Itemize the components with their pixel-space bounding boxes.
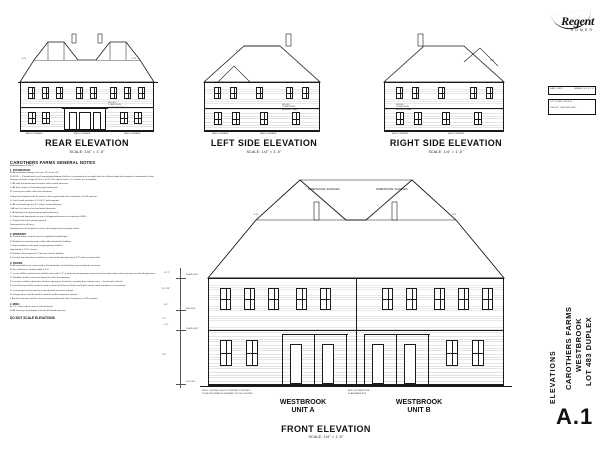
front-dim-5: 1'-1": [162, 318, 167, 320]
note-item: A. Window frames and the trim on completed standard light.: [10, 236, 68, 239]
callout-wood-right-1: WOOD /: [396, 104, 405, 106]
elevation-right: WOOD / COMPOSITE SIDING 8" MAX BRICK VENEER BRICK VENEER 6:12: [378, 22, 513, 134]
chimney-tag-1: DIMENSIONAL SHINGLES: [308, 188, 340, 191]
notes-section-heading: 4. MISC.: [10, 302, 21, 306]
elevation-rear: WOOD / COMPOSITE SIDING 8" MAX BRICK VENEER BRICK VENEER BRICK VENEER 8:12 8:12: [12, 20, 162, 135]
note-item: D. All field, verify to all sheathing panel aluminum.: [10, 187, 59, 190]
note-item: A. 2'-0" vents to be on top on side of boards.: [10, 305, 54, 308]
note-item: B. Windows in masonry center walls shall include brick buildup.: [10, 240, 72, 243]
front-dim-3: 1'-0": [164, 324, 169, 326]
notes-section-heading: 3. DOORS: [10, 261, 23, 265]
notes-footer: DO NOT SCALE ELEVATIONS: [10, 315, 55, 320]
note-item: D. Window sills on ground 1" from face of brick building.: [10, 252, 65, 255]
right-roof: [378, 22, 518, 90]
project-line-2: WESTBROOK: [574, 317, 583, 372]
note-item: A. All foundation footings to be min. 16" & min. 20".: [10, 172, 60, 175]
front-note-right-2: PLAN BRACKETS: [348, 392, 367, 395]
note-item: H. All roof overhangs any 12" unless noted otherwise.: [10, 203, 62, 206]
note-item: B. Fire shall have a framed width of 2'-6".: [10, 269, 50, 272]
callout-wood-1: WOOD /: [108, 102, 117, 104]
front-note-left-1: NOTE: CEILING LIGHTS ON FRONT PORCHES: [202, 390, 250, 392]
rear-elevation-scale: SCALE: 1/4" = 1'-0": [69, 150, 105, 154]
left-elevation-title: LEFT SIDE ELEVATION: [210, 138, 318, 148]
note-item: Downspouts for all tracts.: [10, 224, 35, 227]
callout-wood-left-1: WOOD /: [282, 104, 291, 106]
front-dim-label-3: PLATE HGT.: [186, 328, 199, 330]
notes-section-heading: 1. FOUNDATION: [10, 169, 30, 173]
note-item: J. All flashing to be galvanized or liquid solid work.: [10, 211, 59, 214]
note-item: K. Gutters and downspouts on top of all approved material as required to NDS.: [10, 216, 87, 219]
titleblock-line-4: JOB NO. "DWG 4621-483": [550, 107, 577, 109]
unit-b-line1: WESTBROOK: [395, 399, 443, 406]
sheet-name: ELEVATIONS: [550, 350, 557, 404]
note-item: L. Verify for the left to exterior ground.: [10, 220, 47, 223]
front-elevation-scale: SCALE: 1/4" = 1'-0": [308, 435, 344, 439]
note-item: G. Casing right on front and site to be checked out and in around.: [10, 289, 74, 292]
note-item: C. All soffit pre-dimensional shingles unless noted otherwise.: [10, 183, 69, 186]
logo-subtext: HOMES: [570, 28, 594, 32]
note-item: H. Garage doors shall be wood or metal & shall be painted or stained.: [10, 293, 78, 296]
right-elevation-scale: SCALE: 1/4" = 1'-0": [428, 150, 464, 154]
front-dim-2: 8'-1": [164, 304, 169, 306]
note-item: adjusted by a 3'-10" of units.: [10, 248, 38, 251]
chimney-tag-2: DIMENSIONAL SHINGLES: [376, 188, 408, 191]
project-line-1: CAROTHERS FARMS: [564, 306, 573, 390]
front-note-right-1: ADD COLUMNS PER: [348, 390, 370, 392]
notes-subtitle: Regent Homes 07-08-17: [10, 165, 34, 167]
left-roof: [200, 22, 330, 90]
note-item: C. Equal windows in the panel rough opening shall be.: [10, 244, 63, 247]
notes-title: CAROTHERS FARMS GENERAL NOTES: [10, 160, 96, 165]
note-item: E. Locations shall be adjusted to head for opening in all exterior, including base cabinet sizes — broad wall, notched.: [10, 281, 123, 284]
note-item: F. Front flashing shall be made of wood or metal while Fence Panels and Finish may be used sometimes, as necessary.: [10, 285, 126, 288]
note-item: I. All roof 'ovl' vents to be fixed metal aluminum.: [10, 207, 56, 210]
front-dim-6: 9'-0": [162, 354, 167, 356]
note-item: F. Any finish element shall be natural, unless galvanized steel, aluminum, or PVF aperture.: [10, 195, 98, 198]
front-dim-4: 9'-1 1/8": [162, 288, 171, 290]
rear-elevation-title: REAR ELEVATION: [45, 138, 129, 148]
right-elevation-title: RIGHT SIDE ELEVATION: [389, 138, 503, 148]
unit-a-line2: UNIT A: [291, 407, 315, 414]
callout-wood-left-3: SIDING 8" MAX: [282, 108, 298, 111]
title-block: [540, 0, 600, 450]
unit-a-line1: WESTBROOK: [279, 399, 327, 406]
rear-roof: [12, 20, 162, 90]
titleblock-line-1: DATE: 4/8/21: [550, 88, 563, 90]
front-note-left-2: TO BE DECORATIVE PENDANT STYLE LIGHTING: [202, 392, 253, 395]
note-item: E. Panning over roller cloth to be aluminum.: [10, 191, 53, 194]
titleblock-line-3: LOT COUNT: 00.04.21: [550, 101, 573, 103]
note-item: A. All thresholds to be constructed to the foundation. See lift listing sizes all options of exterior.: [10, 264, 101, 267]
left-elevation-scale: SCALE: 1/4" = 1'-0": [246, 150, 282, 154]
project-line-3: LOT 483 DUPLEX: [584, 316, 593, 386]
pitch-1: 8:12: [254, 214, 259, 216]
unit-b-line2: UNIT B: [407, 407, 431, 414]
logo-wordmark: Regent: [561, 14, 594, 28]
sheet-number: A.1: [556, 404, 594, 429]
elevation-front: [162, 168, 516, 414]
front-elevation-title: FRONT ELEVATION: [281, 424, 371, 434]
callout-wood-left-2: COMPOSITE: [282, 106, 296, 109]
callout-wood-3: SIDING 8" MAX: [108, 106, 124, 109]
note-item: B. All chimneys & gradeable to be brick finished concrete.: [10, 309, 66, 312]
note-item: Downspouts to be located at corners of framing away from party streets.: [10, 228, 80, 231]
company-logo: [550, 14, 594, 48]
callout-wood-right-2: COMPOSITE: [396, 106, 410, 109]
pitch-2: 6:12: [452, 214, 457, 216]
note-item: E. Provide two entry doors shall have a nominal finished opening of 6'-8" with an exterior half.: [10, 256, 101, 259]
titleblock-line-2: DRAWN: 1/4" = 1'-0": [574, 88, 595, 90]
notes-section-heading: 2. WINDOWS: [10, 233, 26, 237]
note-item: C. Locate full/first and last level shall be stone with 2'-0" at jamb around openings except at the front door when a front top may see that all application.: [10, 273, 156, 276]
front-dim-label-2: 2ND FLR.: [186, 308, 196, 310]
callout-wood-2: COMPOSITE: [108, 104, 122, 107]
front-dim-label-1: PLATE HGT.: [186, 274, 199, 276]
front-roof: [196, 168, 516, 288]
general-notes: [10, 160, 160, 320]
callout-wood-right-3: SIDING 8" MAX: [396, 108, 412, 111]
note-item: I. Any fixed element shall be natural covered galvanized sheet, lacquered, or PVF aperture.: [10, 297, 99, 300]
note-item: G. Use & weld elevations 2'-0 ft 4'-0" with engineer.: [10, 199, 60, 202]
elevation-left: WOOD / COMPOSITE SIDING 8" MAX BRICK VENEER BRICK VENEER 6:12: [200, 22, 325, 134]
front-dim-label-4: 1ST FLR.: [186, 381, 196, 383]
front-dim-1: 12'-1": [164, 272, 170, 274]
note-item: B. ROOF — Provide finish at all freestanding footings shall be a conventional tie on gable with the all break ridge while angled or conventional; to the frontage and with a slope of 6:12 or 10:12. For exterior trims 1'-0" of joints are acceptable.: [10, 176, 154, 182]
note-item: D. Woodline shall be searched shaped to match the openings.: [10, 277, 71, 280]
